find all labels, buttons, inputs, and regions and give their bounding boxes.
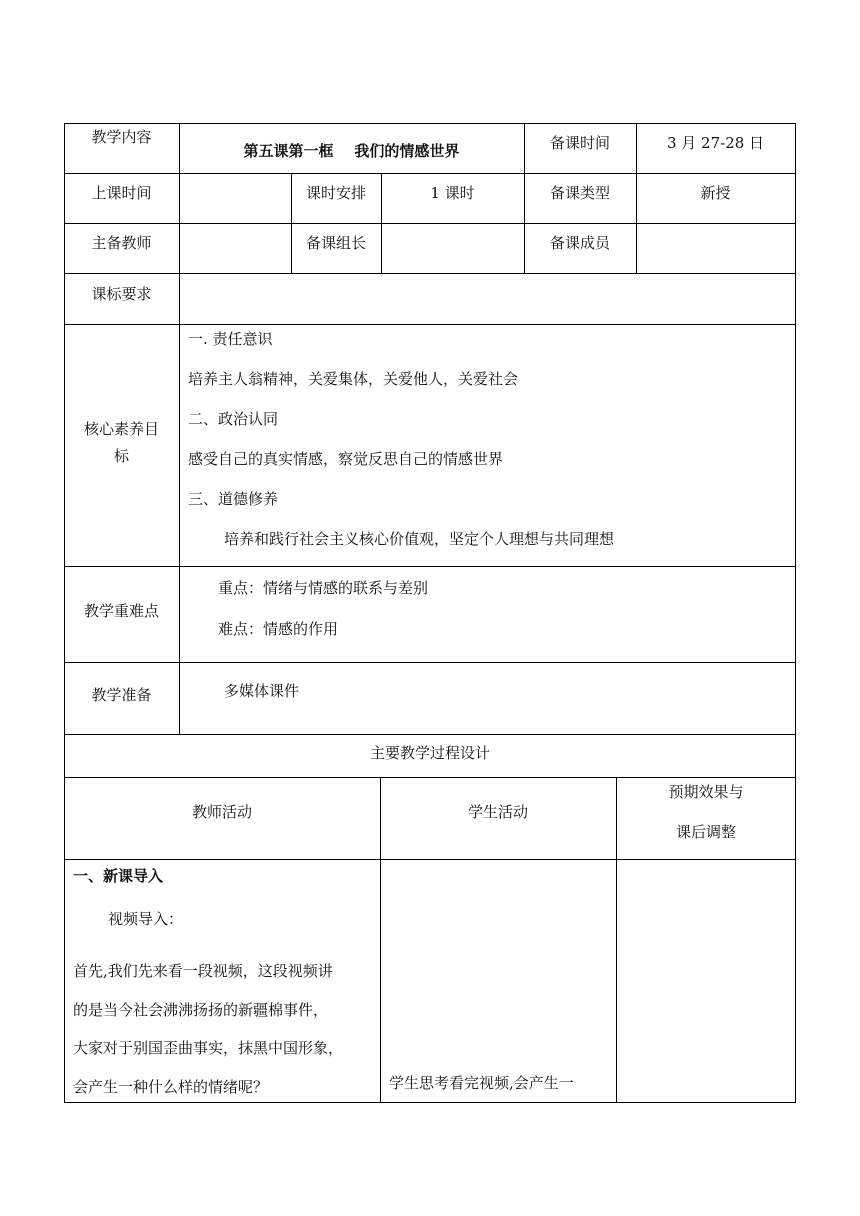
group-leader-label: 备课组长 [305, 234, 366, 252]
lesson-title: 第五课第一框 我们的情感世界 [243, 142, 460, 160]
row-line [64, 123, 796, 124]
intro-heading: 一、新课导入 [73, 867, 164, 885]
student-activity-header: 学生活动 [467, 803, 528, 821]
prep-type-value: 新授 [700, 184, 731, 202]
row-line [64, 662, 796, 663]
main-teacher-label: 主备教师 [91, 234, 152, 252]
row-line [64, 734, 796, 735]
row-line [64, 1102, 796, 1103]
members-label: 备课成员 [549, 234, 610, 252]
prep-type-label: 备课类型 [549, 184, 610, 202]
core-line: 培养和践行社会主义核心价值观，坚定个人理想与共同理想 [224, 530, 615, 548]
preparation-label: 教学准备 [91, 686, 152, 704]
col-line [380, 777, 381, 1102]
standards-label: 课标要求 [91, 285, 152, 303]
intro-teacher-line: 首先,我们先来看一段视频，这段视频讲 [73, 962, 333, 980]
intro-teacher-line: 会产生一种什么样的情绪呢？ [73, 1078, 269, 1096]
row-line [64, 223, 796, 224]
col-line [795, 123, 796, 1103]
intro-teacher-line: 的是当今社会沸沸扬扬的新疆棉事件， [73, 1001, 329, 1019]
row-line [64, 859, 796, 860]
preparation-value: 多媒体课件 [224, 682, 300, 700]
intro-student-text: 学生思考看完视频,会产生一 [389, 1074, 574, 1092]
core-line: 一. 责任意识 [188, 330, 273, 348]
core-line: 二、政治认同 [188, 410, 279, 428]
core-label-line1: 核心素养目 [83, 420, 159, 438]
process-title: 主要教学过程设计 [369, 744, 490, 762]
effect-header-line2: 课后调整 [675, 823, 736, 841]
row-line [64, 566, 796, 567]
row-line [64, 324, 796, 325]
teacher-activity-header: 教师活动 [191, 803, 252, 821]
key-point: 重点：情绪与情感的联系与差别 [218, 579, 429, 597]
core-line: 培养主人翁精神，关爱集体，关爱他人，关爱社会 [188, 370, 519, 388]
row-line [64, 273, 796, 274]
class-time-label: 上课时间 [91, 184, 152, 202]
effect-header-line1: 预期效果与 [668, 783, 744, 801]
row-line [64, 777, 796, 778]
core-line: 三、道德修养 [188, 490, 279, 508]
col-line [179, 123, 180, 734]
schedule-label: 课时安排 [305, 184, 366, 202]
key-points-label: 教学重难点 [83, 602, 159, 620]
content-label: 教学内容 [91, 128, 152, 146]
core-label-line2: 标 [113, 447, 129, 465]
difficulty-point: 难点：情感的作用 [218, 620, 339, 638]
prep-time-label: 备课时间 [549, 134, 610, 152]
core-line: 感受自己的真实情感，察觉反思自己的情感世界 [188, 450, 504, 468]
schedule-value: 1 课时 [430, 184, 475, 202]
intro-sub: 视频导入： [108, 910, 184, 928]
prep-time-value: 3 月 27-28 日 [666, 134, 765, 152]
intro-teacher-line: 大家对于别国歪曲事实，抹黑中国形象， [73, 1039, 344, 1057]
row-line [64, 173, 796, 174]
